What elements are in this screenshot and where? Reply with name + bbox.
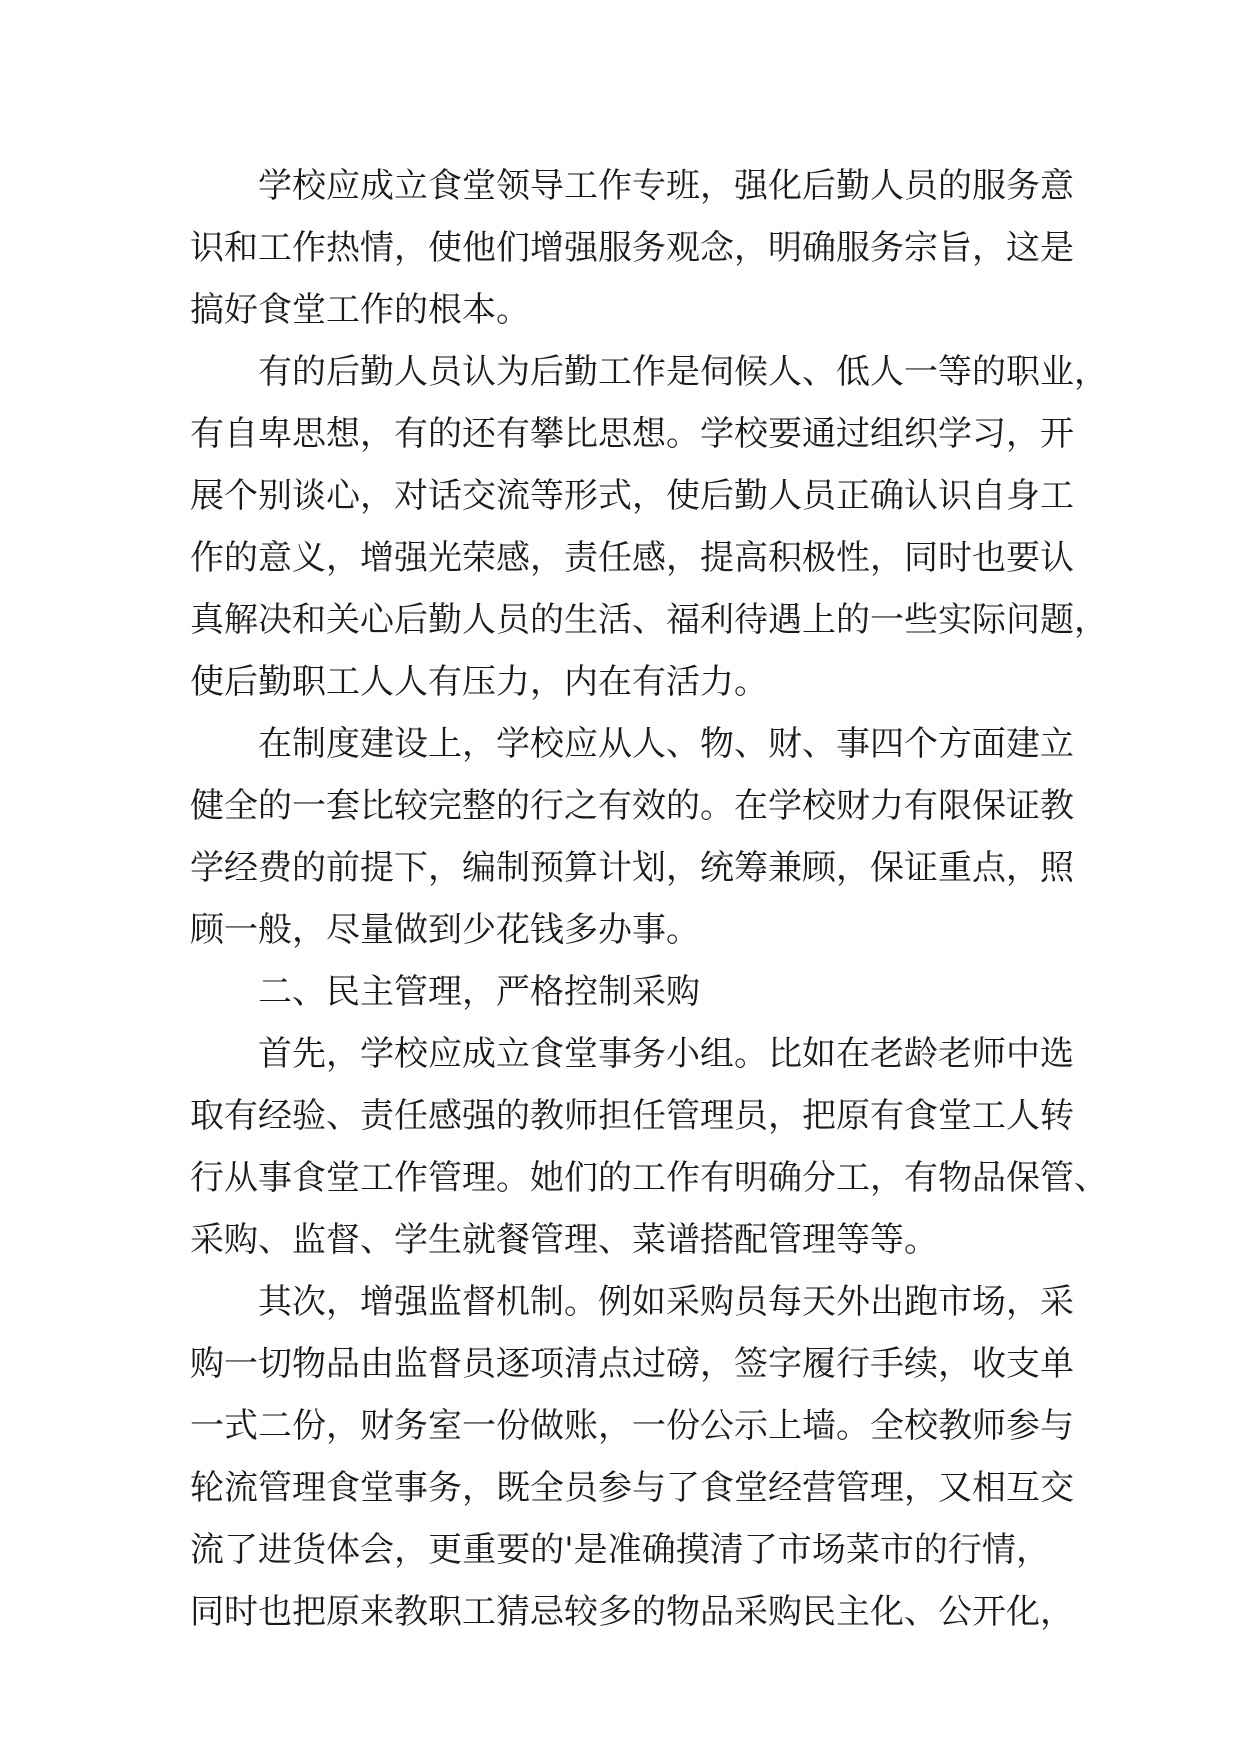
text-line: 其次，增强监督机制。例如采购员每天外出跑市场，采: [258, 1282, 1074, 1322]
text-line: 一式二份，财务室一份做账，一份公示上墙。全校教师参与: [190, 1406, 1074, 1446]
text-line: 购一切物品由监督员逐项清点过磅，签字履行手续，收支单: [190, 1344, 1074, 1384]
text-line: 作的意义，增强光荣感，责任感，提高积极性，同时也要认: [190, 538, 1074, 578]
text-line: 首先，学校应成立食堂事务小组。比如在老龄老师中选: [258, 1034, 1074, 1074]
text-line: 学校应成立食堂领导工作专班，强化后勤人员的服务意: [258, 166, 1074, 206]
text-line: 在制度建设上，学校应从人、物、财、事四个方面建立: [258, 724, 1074, 764]
text-line: 顾一般，尽量做到少花钱多办事。: [190, 910, 700, 950]
document-body: [190, 155, 1108, 1643]
text-line: 取有经验、责任感强的教师担任管理员，把原有食堂工人转: [190, 1096, 1074, 1136]
text-line: 行从事食堂工作管理。她们的工作有明确分工，有物品保管、: [190, 1158, 1108, 1198]
text-line: 搞好食堂工作的根本。: [190, 290, 530, 330]
text-line: 轮流管理食堂事务，既全员参与了食堂经营管理，又相互交: [190, 1468, 1074, 1508]
text-line: 流了进货体会，更重要的'是准确摸清了市场菜市的行情，: [190, 1530, 1050, 1570]
text-line: 同时也把原来教职工猜忌较多的物品采购民主化、公开化，: [190, 1592, 1074, 1632]
text-line: 识和工作热情，使他们增强服务观念，明确服务宗旨，这是: [190, 228, 1074, 268]
text-line: 二、民主管理，严格控制采购: [258, 972, 700, 1012]
text-line: 采购、监督、学生就餐管理、菜谱搭配管理等等。: [190, 1220, 938, 1260]
text-line: 展个别谈心，对话交流等形式，使后勤人员正确认识自身工: [190, 476, 1074, 516]
text-line: 学经费的前提下，编制预算计划，统筹兼顾，保证重点，照: [190, 848, 1074, 888]
text-line: 健全的一套比较完整的行之有效的。在学校财力有限保证教: [190, 786, 1074, 826]
text-line: 真解决和关心后勤人员的生活、福利待遇上的一些实际问题，: [190, 600, 1108, 640]
text-line: 有自卑思想，有的还有攀比思想。学校要通过组织学习，开: [190, 414, 1074, 454]
text-line: 有的后勤人员认为后勤工作是伺候人、低人一等的职业，: [258, 352, 1108, 392]
text-line: 使后勤职工人人有压力，内在有活力。: [190, 662, 768, 702]
